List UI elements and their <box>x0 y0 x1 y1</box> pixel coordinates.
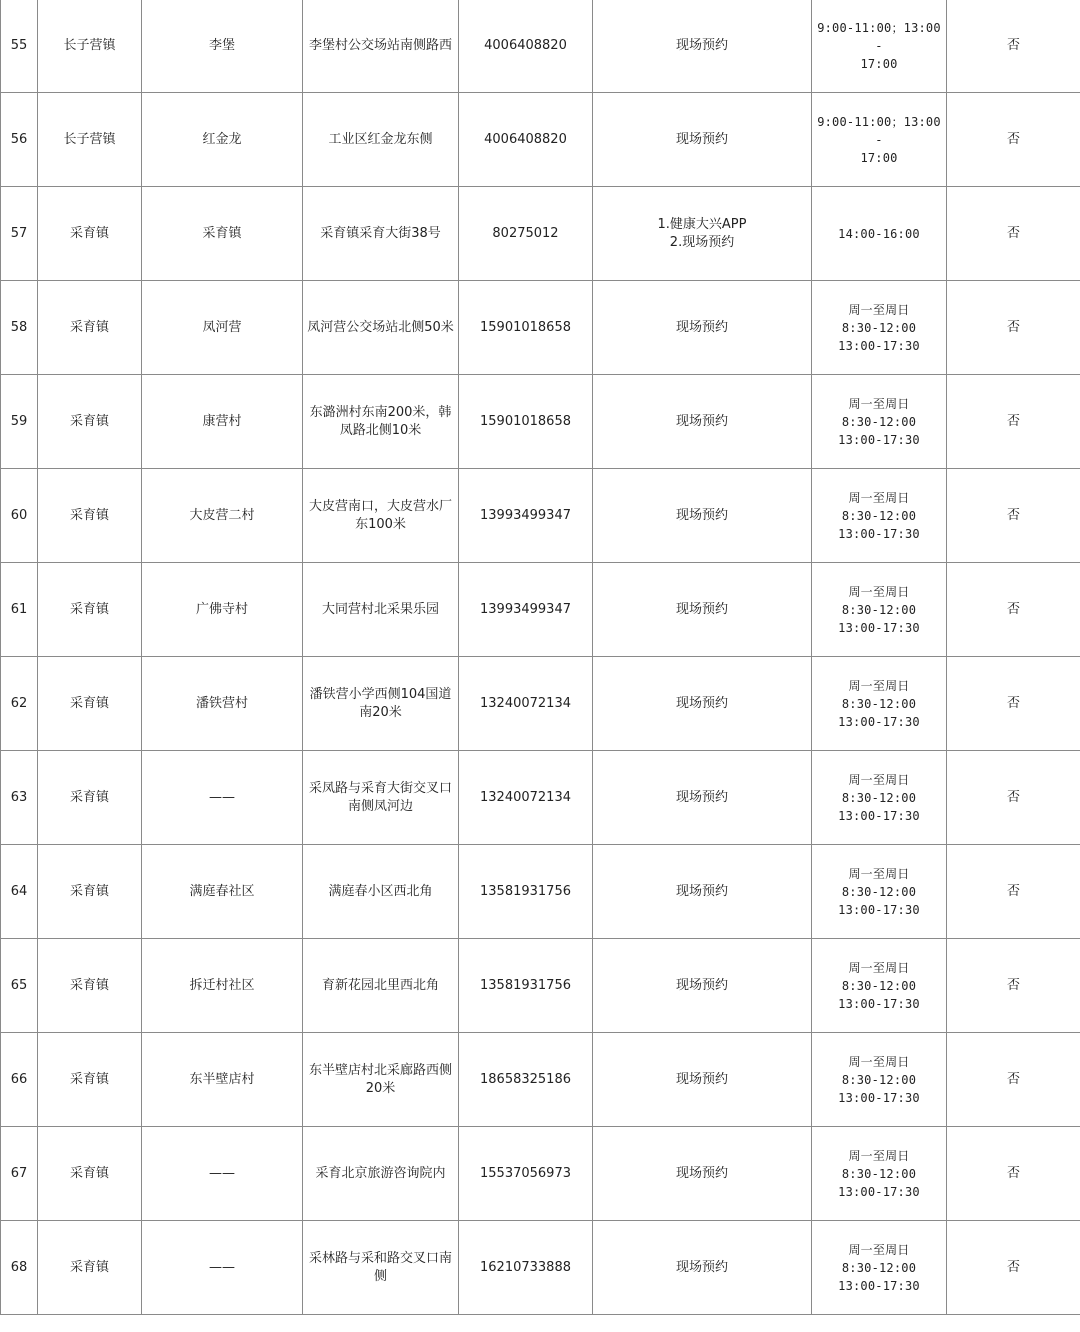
opening-hours-line: 周一至周日 <box>848 302 910 317</box>
opening-hours-line: 8:30-12:00 <box>841 414 917 429</box>
address-cell: 采育北京旅游咨询院内 <box>303 1127 459 1221</box>
phone-cell: 13581931756 <box>459 939 593 1033</box>
opening-hours-cell <box>812 187 947 281</box>
site-name-cell: 康营村 <box>142 375 303 469</box>
booking-method-line: 现场预约 <box>675 413 728 429</box>
opening-hours-line: 周一至周日 <box>848 1148 910 1163</box>
booking-method-cell <box>593 281 812 375</box>
opening-hours-line: 13:00-17:30 <box>838 620 920 635</box>
address-cell: 采林路与采和路交叉口南侧 <box>303 1221 459 1315</box>
opening-hours-line: 8:30-12:00 <box>841 884 917 899</box>
opening-hours-line: 周一至周日 <box>848 678 910 693</box>
opening-hours-line: 13:00-17:30 <box>838 432 920 447</box>
phone-cell: 15901018658 <box>459 281 593 375</box>
opening-hours-line: 9:00-11:00；13:00- <box>817 20 941 53</box>
town-cell: 采育镇 <box>38 939 142 1033</box>
booking-method-line: 现场预约 <box>675 1165 728 1181</box>
town-cell: 采育镇 <box>38 1033 142 1127</box>
row-number-cell: 56 <box>1 93 38 187</box>
opening-hours-line: 17:00 <box>860 56 898 71</box>
opening-hours-line: 周一至周日 <box>848 396 910 411</box>
booking-method-line: 现场预约 <box>675 883 728 899</box>
opening-hours-line: 8:30-12:00 <box>841 978 917 993</box>
table-row <box>1 1221 1080 1315</box>
opening-hours-line: 周一至周日 <box>848 584 910 599</box>
row-number-cell: 55 <box>1 0 38 93</box>
booking-method-cell <box>593 93 812 187</box>
phone-cell: 13240072134 <box>459 751 593 845</box>
phone-cell: 15537056973 <box>459 1127 593 1221</box>
booking-method-line: 现场预约 <box>675 131 728 147</box>
table-row <box>1 0 1080 93</box>
town-cell: 采育镇 <box>38 1221 142 1315</box>
address-cell: 潘铁营小学西侧104国道南20米 <box>303 657 459 751</box>
booking-method-cell <box>593 563 812 657</box>
flag-cell: 否 <box>947 563 1080 657</box>
town-cell: 采育镇 <box>38 469 142 563</box>
opening-hours-cell <box>812 751 947 845</box>
row-number-cell: 65 <box>1 939 38 1033</box>
table-row <box>1 1127 1080 1221</box>
booking-method-cell <box>593 939 812 1033</box>
site-name-cell: 潘铁营村 <box>142 657 303 751</box>
flag-cell: 否 <box>947 93 1080 187</box>
address-cell: 育新花园北里西北角 <box>303 939 459 1033</box>
site-name-cell: 采育镇 <box>142 187 303 281</box>
opening-hours-cell <box>812 469 947 563</box>
address-cell: 凤河营公交场站北侧50米 <box>303 281 459 375</box>
row-number-cell: 63 <box>1 751 38 845</box>
opening-hours-cell <box>812 1033 947 1127</box>
flag-cell: 否 <box>947 1127 1080 1221</box>
phone-cell: 16210733888 <box>459 1221 593 1315</box>
opening-hours-cell <box>812 93 947 187</box>
table-row <box>1 1033 1080 1127</box>
address-cell: 大同营村北采果乐园 <box>303 563 459 657</box>
booking-method-line: 现场预约 <box>675 1071 728 1087</box>
table-row <box>1 469 1080 563</box>
table-row <box>1 845 1080 939</box>
phone-cell: 13240072134 <box>459 657 593 751</box>
opening-hours-cell <box>812 845 947 939</box>
booking-method-line: 2.现场预约 <box>669 234 735 250</box>
site-name-cell: 东半壁店村 <box>142 1033 303 1127</box>
row-number-cell: 67 <box>1 1127 38 1221</box>
site-name-cell: 红金龙 <box>142 93 303 187</box>
opening-hours-line: 9:00-11:00；13:00- <box>817 114 941 147</box>
flag-cell: 否 <box>947 751 1080 845</box>
opening-hours-cell <box>812 0 947 93</box>
opening-hours-cell <box>812 563 947 657</box>
booking-method-line: 现场预约 <box>675 507 728 523</box>
site-name-cell: 满庭春社区 <box>142 845 303 939</box>
opening-hours-line: 8:30-12:00 <box>841 1260 917 1275</box>
flag-cell: 否 <box>947 1033 1080 1127</box>
booking-method-cell <box>593 0 812 93</box>
opening-hours-line: 周一至周日 <box>848 866 910 881</box>
site-name-cell: 大皮营二村 <box>142 469 303 563</box>
opening-hours-line: 8:30-12:00 <box>841 790 917 805</box>
phone-cell: 13581931756 <box>459 845 593 939</box>
opening-hours-line: 周一至周日 <box>848 1054 910 1069</box>
address-cell: 满庭春小区西北角 <box>303 845 459 939</box>
address-cell: 采凤路与采育大街交叉口南侧凤河边 <box>303 751 459 845</box>
table-row <box>1 375 1080 469</box>
town-cell: 长子营镇 <box>38 93 142 187</box>
booking-method-line: 现场预约 <box>675 1259 728 1275</box>
opening-hours-line: 13:00-17:30 <box>838 338 920 353</box>
opening-hours-cell <box>812 281 947 375</box>
table-row <box>1 751 1080 845</box>
site-name-cell: 凤河营 <box>142 281 303 375</box>
opening-hours-line: 13:00-17:30 <box>838 808 920 823</box>
site-name-cell: 拆迁村社区 <box>142 939 303 1033</box>
booking-method-line: 现场预约 <box>675 37 728 53</box>
table-body <box>1 0 1080 1315</box>
opening-hours-line: 14:00-16:00 <box>838 226 920 241</box>
booking-method-cell <box>593 1221 812 1315</box>
flag-cell: 否 <box>947 375 1080 469</box>
opening-hours-cell <box>812 1127 947 1221</box>
row-number-cell: 58 <box>1 281 38 375</box>
phone-cell: 13993499347 <box>459 563 593 657</box>
row-number-cell: 59 <box>1 375 38 469</box>
address-cell: 采育镇采育大街38号 <box>303 187 459 281</box>
flag-cell: 否 <box>947 939 1080 1033</box>
row-number-cell: 60 <box>1 469 38 563</box>
opening-hours-line: 13:00-17:30 <box>838 1278 920 1293</box>
booking-method-line: 1.健康大兴APP <box>657 216 747 232</box>
town-cell: 采育镇 <box>38 657 142 751</box>
town-cell: 采育镇 <box>38 563 142 657</box>
flag-cell: 否 <box>947 281 1080 375</box>
address-cell: 东潞洲村东南200米，韩凤路北侧10米 <box>303 375 459 469</box>
site-name-cell: 广佛寺村 <box>142 563 303 657</box>
booking-method-cell <box>593 845 812 939</box>
address-cell: 李堡村公交场站南侧路西 <box>303 0 459 93</box>
row-number-cell: 68 <box>1 1221 38 1315</box>
opening-hours-line: 13:00-17:30 <box>838 902 920 917</box>
opening-hours-line: 13:00-17:30 <box>838 1090 920 1105</box>
flag-cell: 否 <box>947 469 1080 563</box>
town-cell: 长子营镇 <box>38 0 142 93</box>
opening-hours-line: 周一至周日 <box>848 490 910 505</box>
opening-hours-line: 8:30-12:00 <box>841 602 917 617</box>
flag-cell: 否 <box>947 0 1080 93</box>
row-number-cell: 57 <box>1 187 38 281</box>
table-row <box>1 187 1080 281</box>
booking-method-line: 现场预约 <box>675 789 728 805</box>
row-number-cell: 66 <box>1 1033 38 1127</box>
row-number-cell: 64 <box>1 845 38 939</box>
phone-cell: 13993499347 <box>459 469 593 563</box>
opening-hours-cell <box>812 657 947 751</box>
opening-hours-line: 13:00-17:30 <box>838 1184 920 1199</box>
flag-cell: 否 <box>947 657 1080 751</box>
opening-hours-line: 8:30-12:00 <box>841 1072 917 1087</box>
row-number-cell: 62 <box>1 657 38 751</box>
flag-cell: 否 <box>947 1221 1080 1315</box>
phone-cell: 80275012 <box>459 187 593 281</box>
town-cell: 采育镇 <box>38 281 142 375</box>
address-cell: 东半壁店村北采廊路西侧20米 <box>303 1033 459 1127</box>
table-row <box>1 93 1080 187</box>
opening-hours-line: 周一至周日 <box>848 960 910 975</box>
phone-cell: 4006408820 <box>459 0 593 93</box>
phone-cell: 15901018658 <box>459 375 593 469</box>
booking-method-cell <box>593 187 812 281</box>
booking-method-line: 现场预约 <box>675 601 728 617</box>
opening-hours-cell <box>812 1221 947 1315</box>
town-cell: 采育镇 <box>38 845 142 939</box>
table-row <box>1 657 1080 751</box>
row-number-cell: 61 <box>1 563 38 657</box>
table-row <box>1 281 1080 375</box>
booking-method-cell <box>593 469 812 563</box>
booking-method-cell <box>593 751 812 845</box>
opening-hours-line: 周一至周日 <box>848 772 910 787</box>
opening-hours-line: 17:00 <box>860 150 898 165</box>
booking-method-line: 现场预约 <box>675 695 728 711</box>
opening-hours-cell <box>812 375 947 469</box>
booking-method-cell <box>593 1127 812 1221</box>
booking-method-line: 现场预约 <box>675 977 728 993</box>
town-cell: 采育镇 <box>38 375 142 469</box>
site-name-cell: 李堡 <box>142 0 303 93</box>
opening-hours-line: 13:00-17:30 <box>838 996 920 1011</box>
opening-hours-line: 13:00-17:30 <box>838 526 920 541</box>
opening-hours-line: 周一至周日 <box>848 1242 910 1257</box>
site-name-cell: —— <box>142 751 303 845</box>
opening-hours-line: 8:30-12:00 <box>841 1166 917 1181</box>
flag-cell: 否 <box>947 845 1080 939</box>
address-cell: 工业区红金龙东侧 <box>303 93 459 187</box>
opening-hours-cell <box>812 939 947 1033</box>
table-row <box>1 939 1080 1033</box>
opening-hours-line: 13:00-17:30 <box>838 714 920 729</box>
booking-method-cell <box>593 1033 812 1127</box>
site-name-cell: —— <box>142 1127 303 1221</box>
booking-method-cell <box>593 375 812 469</box>
town-cell: 采育镇 <box>38 751 142 845</box>
booking-method-line: 现场预约 <box>675 319 728 335</box>
opening-hours-line: 8:30-12:00 <box>841 508 917 523</box>
town-cell: 采育镇 <box>38 187 142 281</box>
opening-hours-line: 8:30-12:00 <box>841 696 917 711</box>
phone-cell: 18658325186 <box>459 1033 593 1127</box>
address-cell: 大皮营南口，大皮营水厂东100米 <box>303 469 459 563</box>
site-name-cell: —— <box>142 1221 303 1315</box>
phone-cell: 4006408820 <box>459 93 593 187</box>
flag-cell: 否 <box>947 187 1080 281</box>
booking-method-cell <box>593 657 812 751</box>
table-row <box>1 563 1080 657</box>
town-cell: 采育镇 <box>38 1127 142 1221</box>
opening-hours-line: 8:30-12:00 <box>841 320 917 335</box>
